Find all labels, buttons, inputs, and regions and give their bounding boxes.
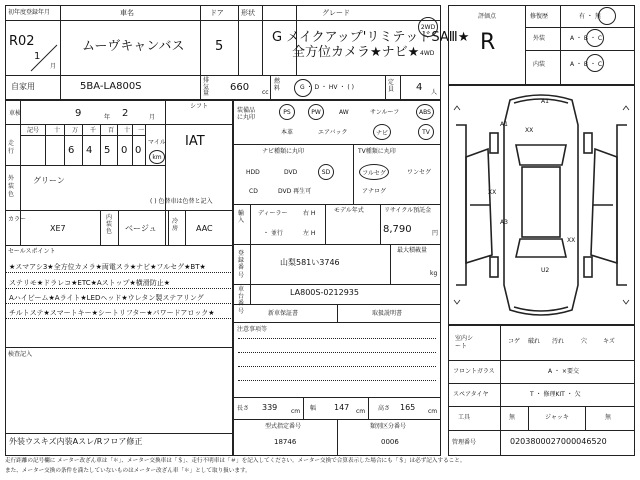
- height-unit: cm: [428, 408, 438, 415]
- evaluation-label: 評価点: [478, 13, 497, 20]
- diagram-label-xx-1: XX: [525, 127, 534, 134]
- interior-grade-circle: [586, 54, 604, 72]
- drive-2wd: 2WD: [418, 17, 438, 37]
- use-type: 自家用: [11, 82, 35, 91]
- mileage-col-sen: 千: [90, 127, 97, 134]
- mileage-col-hyaku: 百: [108, 127, 115, 134]
- repair-label: 修復歴: [530, 13, 549, 20]
- grade-line-1: G メイクアップ'リミテッドSAⅢ★: [272, 30, 470, 45]
- interior-grade-options: A ・ B ・ C: [570, 61, 603, 68]
- displacement-value: 660: [230, 82, 250, 93]
- import-label: 輸入: [238, 210, 245, 225]
- mileage-col-10man: 十: [54, 127, 61, 134]
- tv-label: TV種類に丸印: [358, 148, 396, 155]
- length-value: 339: [262, 403, 278, 412]
- car-name-label: 車名: [120, 9, 134, 17]
- inspection-label: 車検: [9, 110, 22, 117]
- sales-points-label: セールスポイント: [8, 248, 56, 255]
- diagram-label-xx-2: XX: [488, 189, 497, 196]
- seat-item-kizu: キズ: [603, 338, 615, 345]
- capacity-unit: 人: [431, 89, 438, 96]
- interior-label: 内装色: [106, 214, 113, 236]
- inspection-year-unit: 年: [104, 114, 111, 121]
- tools-value: 無: [509, 414, 516, 421]
- management-label: 管理番号: [452, 439, 477, 446]
- equip-aw: AW: [339, 109, 349, 116]
- exterior-note: ( ) 色替車は色替と記入: [150, 198, 213, 205]
- aircon-label: 冷房: [172, 218, 179, 233]
- class-number-value: 0006: [381, 438, 399, 446]
- mileage-digit-4: 0: [121, 145, 128, 156]
- drive-4wd: 4WD: [420, 50, 435, 57]
- evaluation-score: R: [480, 30, 496, 55]
- repair-options: 有 ・ 無: [579, 13, 601, 20]
- navi-dvd: DVD: [284, 169, 298, 176]
- exterior-grade-circle: [586, 29, 604, 47]
- mileage-digit-3: 5: [104, 145, 111, 156]
- management-value: 0203800027000046520: [510, 437, 607, 446]
- seat-item-yogore: 汚れ: [552, 338, 565, 345]
- import-dealer: ディーラー: [258, 210, 288, 217]
- equipment-label: 装備品に丸印: [237, 107, 256, 122]
- diagram-label-xx-3: XX: [567, 237, 576, 244]
- import-left-h: 左 H: [303, 230, 316, 237]
- recycle-label: リサイクル預託金: [384, 207, 432, 214]
- chassis-value: LA800S-0212935: [290, 288, 359, 297]
- car-outline-diagram: [448, 85, 635, 325]
- displacement-unit: cc: [262, 89, 269, 96]
- shift-value: IAT: [185, 134, 205, 149]
- diagram-label-a1-side: A1: [500, 121, 508, 128]
- car-name-value: ムーヴキャンバス: [82, 39, 185, 54]
- aircon-value: AAC: [196, 224, 213, 233]
- mileage-mile-label: マイル: [148, 139, 166, 146]
- color-code-label: カラー: [8, 216, 27, 223]
- sales-point-line-3: Aハイビーム★Aライト★LEDヘッド★ウレタン製ステアリング: [9, 294, 204, 302]
- type-number-value: 18746: [274, 438, 297, 446]
- spare-tire-value: T ・ 修理KIT ・ 欠: [530, 391, 581, 398]
- tools-label: 工具: [458, 414, 471, 421]
- front-glass-value: A ・ ×要交: [548, 368, 579, 375]
- navi-dvd-play: DVD 再生可: [278, 188, 312, 195]
- seat-item-ana: 穴: [581, 338, 588, 345]
- inspection-year: 9: [75, 108, 82, 119]
- class-number-label: 類別区分番号: [370, 423, 407, 430]
- color-code-value: XE7: [50, 224, 66, 233]
- first-reg-month-unit: 月: [50, 63, 57, 70]
- first-reg-month: 1: [34, 51, 41, 62]
- sales-point-line-1: ★スマアシ3★全方位カメラ★両電スラ★ナビ★フルセグ★BT★: [9, 263, 206, 271]
- equip-navi: ナビ: [373, 124, 391, 140]
- equip-leather: 本革: [281, 129, 294, 136]
- type-number-label: 型式指定番号: [265, 423, 302, 430]
- mileage-digit-5: 0: [135, 145, 142, 156]
- import-parallel: ・ 並行: [263, 230, 283, 237]
- spare-tire-label: スペアタイヤ: [453, 391, 489, 398]
- length-unit: cm: [291, 408, 301, 415]
- mileage-unit-km: km: [149, 150, 165, 164]
- shift-label: シフト: [190, 103, 209, 110]
- sales-point-line-4: チルトステ★スマートキー★シートリフター★パワードアロック★: [9, 309, 215, 317]
- jack-label: ジャッキ: [545, 414, 569, 421]
- chassis-label: 車台番号: [238, 286, 245, 315]
- height-value: 165: [400, 403, 416, 412]
- first-reg-label: 初年度登録年月: [8, 9, 51, 16]
- warranty-label: 新車保証書: [268, 310, 299, 317]
- mileage-col-ichi: 一: [138, 127, 145, 134]
- width-value: 147: [334, 403, 350, 412]
- width-label: 幅: [310, 405, 317, 412]
- jack-value: 無: [605, 414, 612, 421]
- inspector-notes-label: 検査記入: [8, 351, 33, 358]
- left-lower-block: [5, 100, 233, 456]
- exterior-grade-label: 外装: [533, 35, 546, 42]
- first-reg-era: R02: [9, 34, 35, 49]
- equip-ps: PS: [279, 104, 295, 120]
- equip-abs: ABS: [416, 104, 434, 120]
- interior-grade-label: 内装: [533, 61, 546, 68]
- height-label: 高さ: [378, 405, 391, 412]
- inspection-month: 2: [122, 108, 129, 119]
- equip-sunroof: サンルーフ: [370, 109, 400, 116]
- equip-pw: PW: [308, 104, 324, 120]
- interior-value: ベージュ: [125, 224, 157, 233]
- fuel-label: 燃料: [274, 78, 281, 92]
- grade-line-2: 全方位カメラ★ナビ★: [292, 45, 420, 60]
- equip-airbag: エアバック: [318, 129, 348, 136]
- recycle-unit: 円: [432, 230, 439, 237]
- diagram-label-a3: A3: [500, 219, 508, 226]
- navi-hdd: HDD: [246, 169, 260, 176]
- model-year-label: モデル年式: [334, 207, 364, 214]
- fuel-options: G ・ D ・ HV ・ ( ): [300, 84, 354, 91]
- shape-label: 形状: [241, 9, 255, 17]
- seat-item-koge: コゲ: [508, 338, 521, 345]
- footer-line-1: 走行距離の記号欄に メーター改ざん車は「＊」、メーター交換車は「＄」、走行不明車は「＃」を記入してください。メーター交換で合算表示した場合にも「＄」は必ず記入すること。: [5, 458, 466, 464]
- door-label: ドア: [210, 9, 224, 17]
- footer-line-2: また、メーター交換の条件を満たしていないものはメーター改ざん車「＊」として取り扱います。: [5, 468, 251, 474]
- tv-fullseg: フルセグ: [359, 164, 389, 180]
- equip-tv: TV: [418, 124, 434, 140]
- capacity-label: 定員: [388, 79, 395, 93]
- grade-label: グレード: [322, 9, 350, 17]
- max-load-label: 最大積載量: [397, 247, 428, 254]
- tv-analog: アナログ: [362, 188, 387, 195]
- length-label: 長さ: [237, 405, 250, 412]
- navi-label: ナビ種類に丸印: [262, 148, 305, 155]
- navi-cd: CD: [249, 188, 258, 195]
- reg-number-value: 山梨581い3746: [280, 258, 340, 267]
- reg-number-label: 登録番号: [238, 250, 245, 279]
- manual-label: 取扱説明書: [372, 310, 403, 317]
- width-unit: cm: [356, 408, 366, 415]
- exterior-grade-options: A ・ B ・ C: [570, 35, 603, 42]
- diagram-label-u2: U2: [541, 267, 550, 274]
- exterior-value: グリーン: [33, 176, 65, 185]
- sales-point-line-2: ステリモ★ドラレコ★ETC★Aストップ★横滑防止★: [9, 279, 170, 287]
- doors-value: 5: [215, 39, 224, 54]
- mileage-label: 走行: [8, 140, 15, 155]
- diagram-label-a1-top: A1: [541, 98, 549, 105]
- notes-label: 注意事項等: [237, 326, 268, 333]
- mileage-digit-1: 6: [68, 145, 75, 156]
- mileage-col-juu: 十: [124, 127, 131, 134]
- bottom-note: 外装ウスキズ内装Aスレ/Rフロア修正: [9, 437, 143, 446]
- displacement-label: 排気量: [203, 77, 210, 98]
- model-code: 5BA-LA800S: [80, 81, 142, 92]
- front-glass-label: フロントガラス: [453, 368, 495, 375]
- tv-oneseg: ワンセグ: [407, 169, 432, 176]
- capacity-value: 4: [416, 82, 423, 93]
- repair-circle-none: [598, 7, 616, 25]
- navi-sd: SD: [318, 164, 334, 180]
- seat-item-yabure: 破れ: [528, 338, 541, 345]
- import-right-h: 右 H: [303, 210, 316, 217]
- mileage-col-man: 万: [72, 127, 79, 134]
- inspection-month-unit: 月: [149, 114, 156, 121]
- mileage-col-symbol: 記号: [27, 127, 40, 134]
- recycle-value: 8,790: [383, 224, 412, 235]
- max-load-unit: kg: [430, 270, 438, 277]
- exterior-label: 外装色: [8, 175, 15, 198]
- mileage-digit-2: 4: [86, 145, 93, 156]
- seat-label: 室内シート: [455, 335, 474, 350]
